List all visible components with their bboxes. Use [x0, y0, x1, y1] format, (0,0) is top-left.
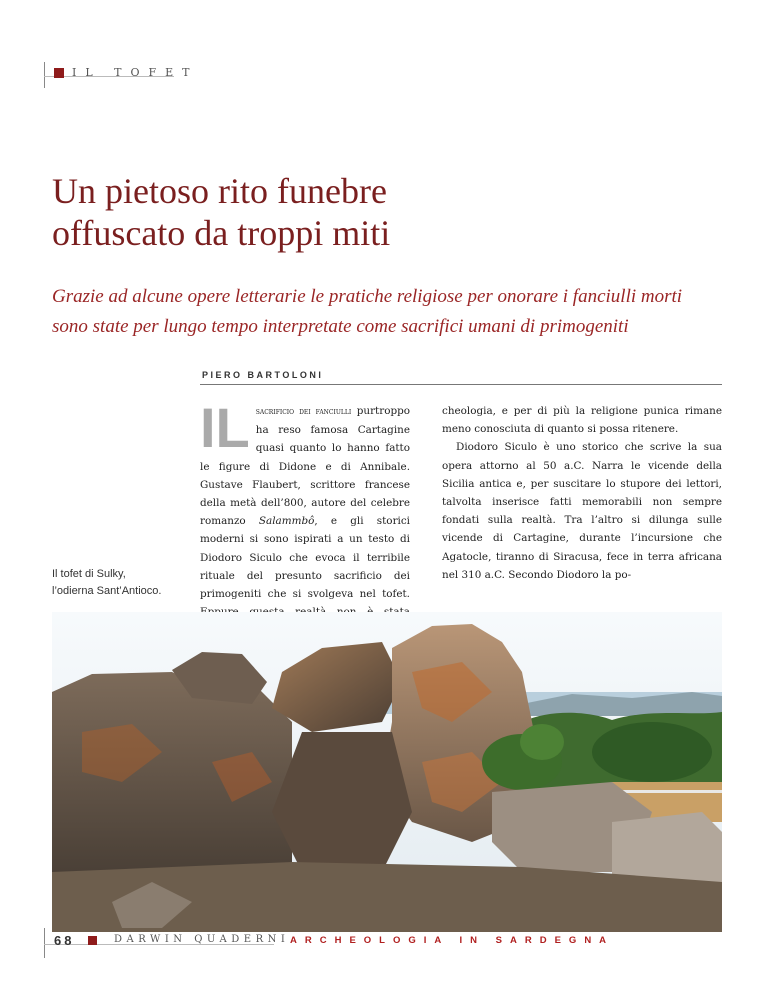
- drop-cap: IL: [200, 396, 250, 459]
- section-marker: [54, 68, 64, 78]
- caption-line-1: Il tofet di Sulky,: [52, 568, 126, 580]
- lead-smallcaps: sacrificio dei fanciulli: [255, 407, 352, 417]
- col1-text-2: , e gli storici moderni si sono ispirati a un testo di Diodoro Siculo che evoca il terribile rituale del presunto sacrificio dei primogeniti che si svolgeva nel tofet.: [200, 515, 410, 601]
- subtitle-line-1: Grazie ad alcune opere letterarie le pratiche religiose per onorare i fanciulli morti: [52, 286, 683, 307]
- page-number: 68: [54, 933, 75, 948]
- title-line-1: Un pietoso rito funebre: [52, 171, 387, 211]
- series-name: ARCHEOLOGIA IN SARDEGNA: [290, 935, 615, 946]
- magazine-name: DARWIN QUADERNI: [114, 934, 290, 945]
- col2-paragraph-1: cheologia, e per di più la religione punica rimane meno conosciuta di quanto si possa ritenere.: [442, 405, 722, 436]
- author-byline: PIERO BARTOLONI: [202, 370, 324, 380]
- footer-rule: [44, 928, 45, 958]
- footer-marker: [88, 936, 97, 945]
- tofet-photo: [52, 612, 722, 932]
- col1-text: purtroppo ha reso famosa Cartagine quasi quanto lo hanno fatto le figure di Didone e di Annibale. Gustave Flaubert, scrittore francese della metà dell’800, autore del celebre romanzo: [200, 405, 411, 528]
- byline-rule: [200, 384, 722, 385]
- novel-title: Salammbô: [258, 515, 315, 528]
- rock-landscape-image: [52, 612, 722, 932]
- header-rule: [44, 62, 45, 88]
- col2-paragraph-2: Diodoro Siculo è uno storico che scrive la sua opera attorno al 50 a.C. Narra le vicende della Sicilia antica e, per suscitare lo stupore dei lettori, talvolta inserisce fatti memorabili non sempre fondati sulla realtà. Tra l’altro si dilunga sulle vicende di Cartagine, durante l’incursione che Agatocle, tiranno di Siracusa, fece in terra africana nel 310 a.C. Secondo Diodoro la po-: [442, 441, 722, 581]
- title-line-2: offuscato da troppi miti: [52, 213, 391, 253]
- subtitle-line-2: sono state per lungo tempo interpretate come sacrifici umani di primogeniti: [52, 316, 629, 337]
- section-label: IL TOFET: [72, 66, 199, 79]
- caption-line-2: l’odierna Sant’Antioco.: [52, 585, 162, 597]
- body-column-2: [442, 402, 722, 584]
- article-title: [52, 170, 612, 254]
- photo-caption: [52, 566, 192, 600]
- article-subtitle: [52, 282, 732, 342]
